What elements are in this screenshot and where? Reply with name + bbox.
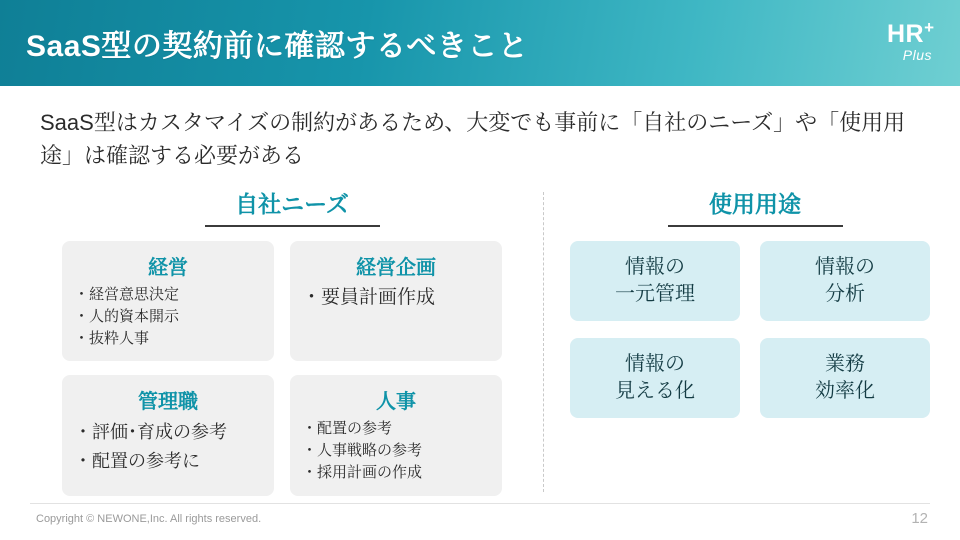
list-item: ・評価･育成の参考 xyxy=(74,422,227,443)
needs-card xyxy=(290,241,502,361)
left-column-heading: 自社ニーズ xyxy=(205,186,380,227)
usage-tile-grid xyxy=(570,241,930,418)
hrplus-logo xyxy=(886,18,934,63)
list-item: ・要員計画作成 xyxy=(302,287,436,308)
tile-line-1: 情報の xyxy=(625,353,685,375)
left-column xyxy=(62,186,522,496)
card-list xyxy=(302,284,490,313)
copyright-text: Copyright © NEWONE,Inc. All rights reserved. xyxy=(36,513,262,525)
needs-card xyxy=(62,375,274,495)
column-divider xyxy=(543,192,544,492)
card-title: 経営企画 xyxy=(356,257,436,279)
content-columns xyxy=(0,186,960,496)
tile-line-1: 情報の xyxy=(625,256,685,278)
usage-tile xyxy=(570,338,740,418)
card-title: 人事 xyxy=(376,391,416,414)
tile-line-1: 業務 xyxy=(825,353,865,375)
footer-divider xyxy=(30,503,930,504)
card-list xyxy=(302,418,490,483)
list-item: ・採用計画の作成 xyxy=(302,463,423,481)
tile-line-2: 分析 xyxy=(825,283,865,305)
list-item: ・配置の参考 xyxy=(302,420,393,438)
needs-card xyxy=(62,241,274,361)
tile-line-2: 効率化 xyxy=(815,380,875,402)
list-item: ・経営意思決定 xyxy=(74,286,180,303)
list-item: ・人事戦略の参考 xyxy=(302,442,423,459)
tile-line-2: 一元管理 xyxy=(615,283,695,305)
page-number: 12 xyxy=(911,510,928,527)
usage-tile xyxy=(570,241,740,321)
right-column xyxy=(570,186,940,418)
logo-text: HR xyxy=(886,20,925,48)
usage-tile xyxy=(760,241,930,321)
list-item: ・配置の参考に xyxy=(74,451,200,472)
list-item: ・抜粋人事 xyxy=(74,329,150,347)
lead-paragraph: SaaS型はカスタマイズの制約があるため、大変でも事前に「自社のニーズ」や「使用用途」は確認する必要がある xyxy=(40,110,906,168)
list-item: ・人的資本開示 xyxy=(74,307,180,325)
page-title: SaaS型の契約前に確認するべきこと xyxy=(26,30,529,63)
card-list xyxy=(74,284,262,349)
card-title: 管理職 xyxy=(138,391,198,414)
usage-tile xyxy=(760,338,930,418)
tile-line-2: 見える化 xyxy=(615,380,695,402)
card-title: 経営 xyxy=(148,257,188,279)
slide-header xyxy=(0,0,960,86)
tile-line-1: 情報の xyxy=(815,256,875,278)
logo-subtext: Plus xyxy=(902,47,932,63)
card-list xyxy=(74,418,262,476)
needs-card-grid xyxy=(62,241,502,496)
logo-plus-icon: + xyxy=(924,18,934,37)
needs-card xyxy=(290,375,502,495)
right-column-heading: 使用用途 xyxy=(668,186,843,227)
